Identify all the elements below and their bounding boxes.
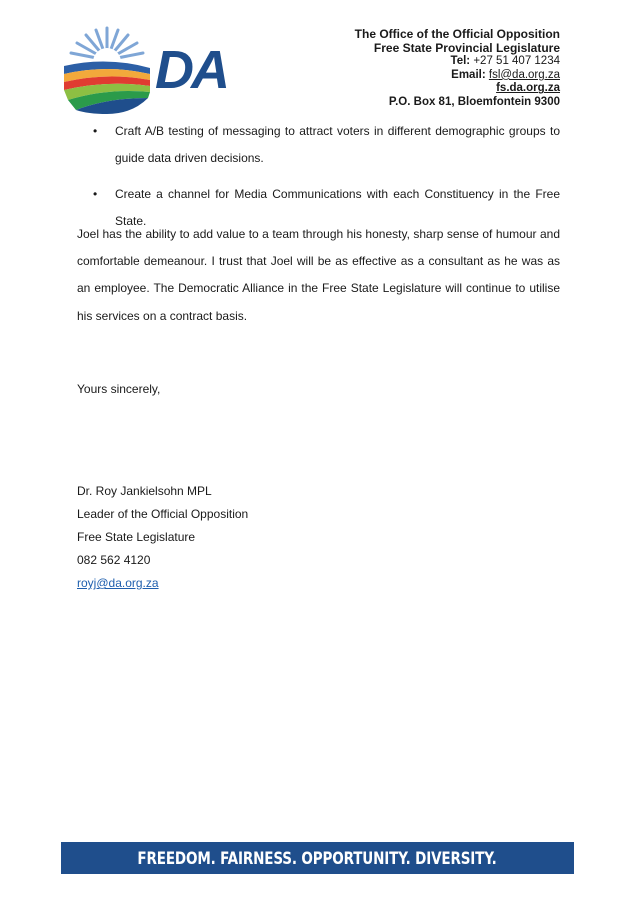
tel-label: Tel: — [450, 55, 471, 68]
header-email-link[interactable]: fsl@da.org.za — [488, 68, 560, 81]
signatory-phone: 082 562 4120 — [77, 553, 151, 567]
list-item — [77, 118, 560, 172]
website-line — [355, 82, 560, 96]
signatory-name: Dr. Roy Jankielsohn MPL — [77, 484, 212, 498]
email-label: Email: — [451, 68, 486, 81]
footer-banner — [61, 842, 574, 874]
address: P.O. Box 81, Bloemfontein 9300 — [388, 95, 560, 108]
da-sunrise-logo-icon — [64, 28, 150, 114]
body-paragraph: Joel has the ability to add value to a team through his honesty, sharp sense of humour and comfortable demeanour. I trust that Joel will be as effective as a consultant as he was as an employee. The Democratic Alliance in the Free State Legislature will continue to utilise his services on a contract basis. — [77, 227, 560, 323]
email-line — [355, 69, 560, 83]
signatory-email-link[interactable]: royj@da.org.za — [77, 576, 159, 590]
website-link[interactable]: fs.da.org.za — [496, 82, 560, 95]
bullet-icon: • — [93, 187, 98, 201]
letterhead-contact — [355, 28, 560, 110]
closing: Yours sincerely, — [77, 382, 161, 396]
da-logo-text: DA — [155, 40, 227, 100]
signatory-title: Leader of the Official Opposition — [77, 507, 249, 521]
signatory-org: Free State Legislature — [77, 530, 196, 544]
address-line — [355, 96, 560, 110]
tel-value: +27 51 407 1234 — [473, 55, 560, 68]
tel-line — [355, 55, 560, 69]
signature-block — [77, 480, 560, 595]
da-logo — [62, 22, 254, 116]
bullet-text: Create a channel for Media Communications with each Constituency in the Free State. — [115, 187, 560, 228]
legislature-title: Free State Provincial Legislature — [373, 40, 560, 55]
bullet-icon: • — [93, 124, 98, 138]
bullet-text: Craft A/B testing of messaging to attract voters in different demographic groups to guide data driven decisions. — [115, 124, 560, 165]
office-title: The Office of the Official Opposition — [354, 27, 560, 41]
footer-slogan: FREEDOM. FAIRNESS. OPPORTUNITY. DIVERSITY. — [137, 848, 498, 868]
